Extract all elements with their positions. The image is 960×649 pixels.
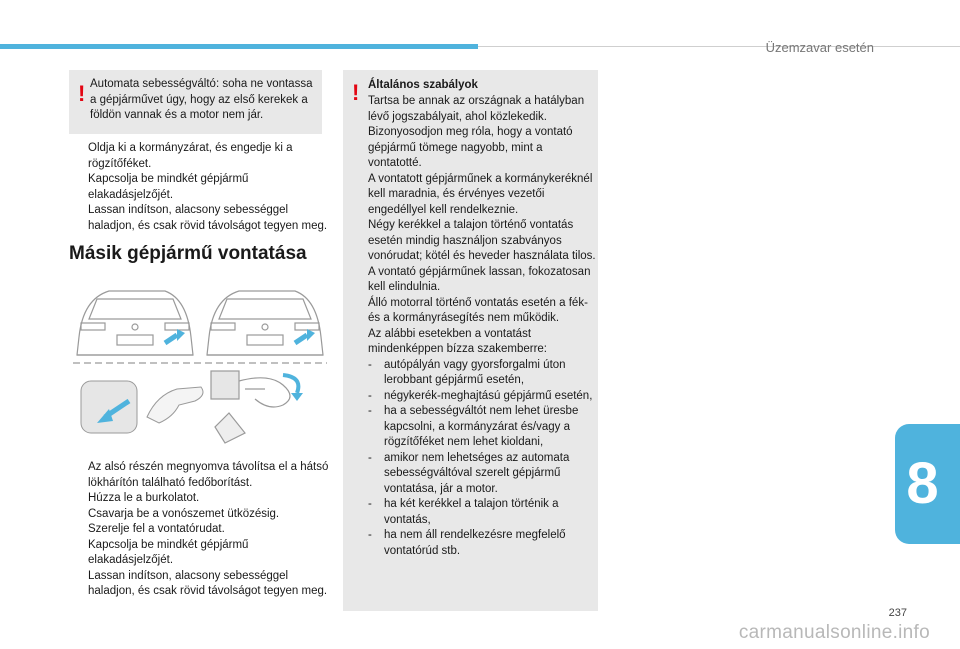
list-item: Lassan indítson, alacsony sebességgel haladjon, és csak rövid távolságot tegyen meg. bbox=[88, 204, 328, 232]
rules-paragraph: Négy kerékkel a talajon történő vontatás esetén mindig használjon szabványos vonórudat; kötél és heveder használata tilos. bbox=[368, 219, 596, 262]
list-item: - négykerék-meghajtású gépjármű esetén, bbox=[368, 389, 593, 402]
rules-paragraph: Álló motorral történő vontatás esetén a fék- és a kormányrásegítés nem működik. bbox=[368, 296, 588, 324]
rules-dash-list bbox=[368, 358, 596, 560]
steps-list-1 bbox=[69, 141, 331, 234]
general-rules-box bbox=[343, 70, 598, 611]
watermark: carmanualsonline.info bbox=[738, 622, 930, 643]
list-item: Lassan indítson, alacsony sebességgel haladjon, és csak rövid távolságot tegyen meg. bbox=[88, 569, 328, 597]
towing-eye-illustration bbox=[69, 277, 331, 447]
rules-paragraph: Bizonyosodjon meg róla, hogy a vontató gépjármű tömege nagyobb, mint a vontatotté. bbox=[368, 126, 573, 169]
car-rear-right-image bbox=[207, 291, 323, 355]
warning-box bbox=[69, 70, 322, 134]
bumper-cover-image bbox=[81, 381, 137, 433]
rules-paragraph: A vontatott gépjárműnek a kormánykeréknél kell maradnia, és érvényes vezetői engedéllyel kell rendelkeznie. bbox=[368, 172, 593, 216]
list-item: Húzza le a burkolatot. bbox=[88, 492, 200, 504]
arrow-icon bbox=[165, 335, 177, 343]
list-item: - ha két kerékkel a talajon történik a vontatás, bbox=[368, 498, 559, 526]
steps-list-2 bbox=[69, 460, 331, 600]
warning-text: Automata sebességváltó: soha ne vontassa a gépjárművet úgy, hogy az első kerekek a földön vannak és a motor nem jár. bbox=[90, 78, 313, 121]
list-item: Kapcsolja be mindkét gépjármű elakadásjelzőjét. bbox=[88, 538, 249, 566]
rules-title: Általános szabályok bbox=[368, 79, 478, 91]
towing-eye-image bbox=[211, 371, 290, 443]
list-item: Szerelje fel a vontatórudat. bbox=[88, 523, 225, 535]
page-number: 237 bbox=[888, 607, 907, 619]
list-item: - autópályán vagy gyorsforgalmi úton lerobbant gépjármű esetén, bbox=[368, 358, 566, 386]
list-item: - ha nem áll rendelkezésre megfelelő vontatórúd stb. bbox=[368, 529, 566, 557]
section-heading: Másik gépjármű vontatása bbox=[69, 243, 307, 264]
exclamation-icon: ! bbox=[352, 80, 360, 105]
rules-paragraph: Az alábbi esetekben a vontatást mindenképpen bízza szakemberre: bbox=[368, 327, 547, 355]
list-item: Az alsó részén megnyomva távolítsa el a hátsó lökhárítón található fedőborítást. bbox=[88, 461, 329, 489]
rules-body bbox=[368, 94, 596, 559]
header-rule bbox=[478, 46, 960, 47]
car-rear-left-image bbox=[77, 291, 193, 355]
list-item: Csavarja be a vonószemet ütközésig. bbox=[88, 507, 280, 520]
chapter-tab bbox=[895, 424, 960, 544]
rules-paragraph: Tartsa be annak az országnak a hatályban lévő jogszabályait, ahol közlekedik. bbox=[368, 95, 585, 123]
list-item: - amikor nem lehetséges az automata sebességváltóval szerelt gépjármű vontatása, jár a motor. bbox=[368, 451, 570, 495]
hand-image bbox=[147, 387, 203, 423]
exclamation-icon: ! bbox=[78, 81, 86, 106]
rules-paragraph: A vontató gépjárműnek lassan, fokozatosan kell elindulnia. bbox=[368, 265, 591, 293]
header-accent-bar bbox=[0, 44, 478, 49]
list-item: Oldja ki a kormányzárat, és engedje ki a rögzítőféket. bbox=[88, 142, 293, 170]
chapter-number: 8 bbox=[906, 451, 939, 516]
chapter-title: Üzemzavar esetén bbox=[765, 40, 874, 55]
list-item: - ha a sebességváltót nem lehet üresbe kapcsolni, a kormányzárat és/vagy a rögzítőféket nem lehet kioldani, bbox=[368, 405, 579, 448]
list-item: Kapcsolja be mindkét gépjármű elakadásjelzőjét. bbox=[88, 173, 249, 201]
